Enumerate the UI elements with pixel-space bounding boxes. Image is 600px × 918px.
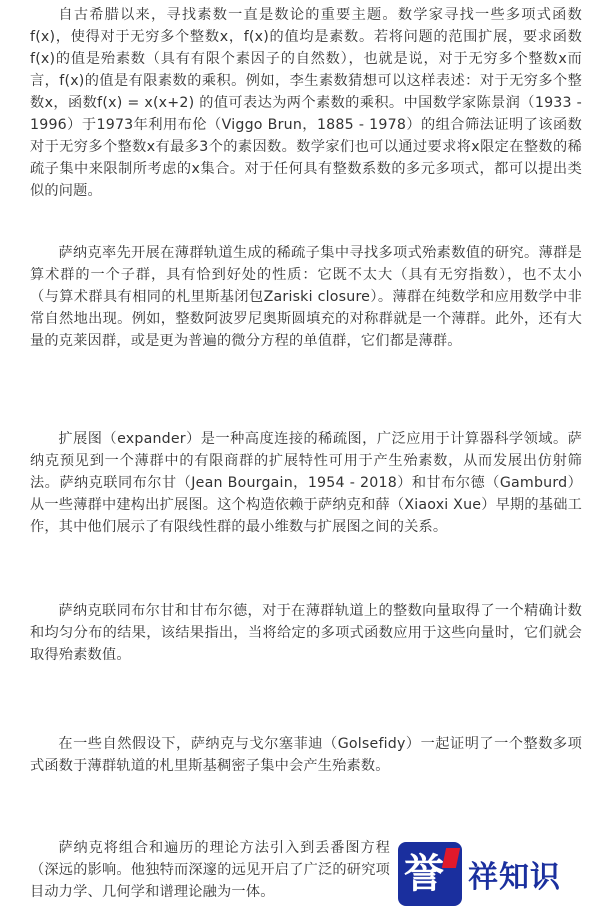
watermark bbox=[398, 838, 594, 910]
paragraph-thin-groups: 萨纳克率先开展在薄群轨道生成的稀疏子集中寻找多项式殆素数值的研究。薄群是算术群的一个子群，具有恰到好处的性质：它既不太大（具有无穷指数），也不太小（与算术群具有相同的札里斯基闭包Zariski closure）。薄群在纯数学和应用数学中非常自然地出现。例如，整数阿波罗尼奥斯圆填充的对称群就是一个薄群。此外，还有大量的克莱因群，或是更为普遍的微分方程的单值群，它们都是薄群。 bbox=[30, 245, 582, 349]
paragraph-expanders: 扩展图（expander）是一种高度连接的稀疏图，广泛应用于计算器科学领域。萨纳克预见到一个薄群中的有限商群的扩展特性可用于产生殆素数，从而发展出仿射筛法。萨纳克联同布尔甘（Jean Bourgain，1954 - 2018）和甘布尔德（Gamburd）从一些薄群中建构出扩展图。这个构造依赖于萨纳克和薛（Xiaoxi Xue）早期的基础工作，其中他们展示了有限线性群的最小维数与扩展图之间的关系。 bbox=[30, 431, 582, 535]
paragraph-diophantine: 萨纳克将组合和遍历的理论方法引入到丢番图方程（深远的影响。他独特而深邃的远见开启了广泛的研究项目动力学、几何学和谱理论融为一体。 bbox=[30, 840, 390, 900]
brand-name: 祥知识 bbox=[468, 860, 561, 895]
paragraph-intro: 自古希腊以来，寻找素数一直是数论的重要主题。数学家寻找一些多项式函数f(x)，使得对于无穷多个整数x，f(x)的值均是素数。若将问题的范围扩展，要求函数f(x)的值是殆素数（具有有限个素因子的自然数），也就是说，对于无穷多个整数x而言，f(x)的值是有限素数的乘积。例如，李生素数猜想可以这样表述：对于无穷多个整数x，函数f(x) = x(x+2) 的值可表达为两个素数的乘积。中国数学家陈景润（1933 - 1996）于1973年利用布伦（Viggo Brun，1885 - 1978）的组合筛法证明了该函数对于无穷多个整数x有最多3个的素因数。数学家们也可以通过要求将x限定在整数的稀疏子集中来限制所考虑的x集合。对于任何具有整数系数的多元多项式，都可以提出类似的问题。 bbox=[30, 7, 582, 199]
paragraph-counting-result: 萨纳克联同布尔甘和甘布尔德，对于在薄群轨道上的整数向量取得了一个精确计数和均匀分布的结果，该结果指出，当将给定的多项式函数应用于这些向量时，它们就会取得殆素数值。 bbox=[30, 603, 582, 663]
brand-logo-icon bbox=[398, 842, 462, 906]
paragraph-golsefidy: 在一些自然假设下，萨纳克与戈尔塞菲迪（Golsefidy）一起证明了一个整数多项式函数于薄群轨道的札里斯基稠密子集中会产生殆素数。 bbox=[30, 736, 582, 774]
brand-logo-accent bbox=[442, 848, 460, 868]
brand-logo-glyph: 誉 bbox=[404, 851, 440, 897]
